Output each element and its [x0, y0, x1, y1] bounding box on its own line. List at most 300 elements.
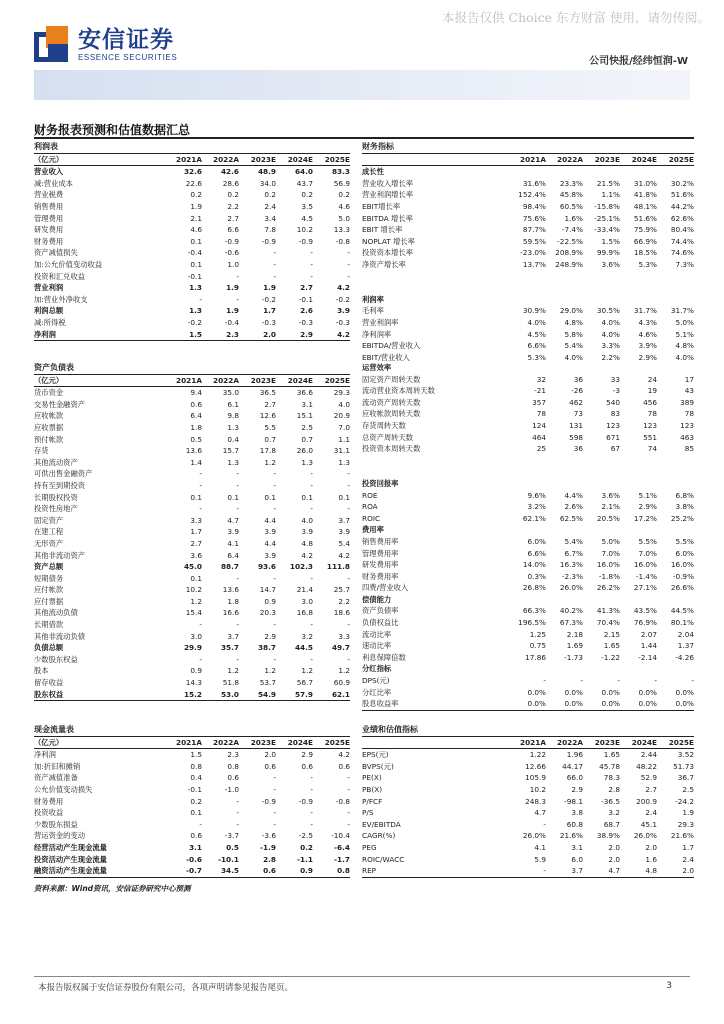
cell-value: 2.9: [300, 329, 313, 339]
cell-value: 5.1%: [675, 329, 694, 339]
table-header-row: [362, 153, 694, 167]
cell-value: -0.2: [335, 294, 350, 304]
cell-value: [620, 524, 657, 536]
cell-value: 0.6: [264, 761, 276, 771]
cell-value: 0.0%: [564, 687, 583, 697]
table-row: [34, 677, 350, 689]
cell-value: 3.8%: [675, 502, 694, 512]
row-label: 营业收入: [34, 167, 64, 177]
cell-value: 12.6: [259, 411, 276, 421]
cell-value: 7.8: [264, 225, 276, 235]
cell-value: [509, 466, 546, 478]
cell-value: 0.6: [301, 761, 313, 771]
row-label: PEG: [362, 842, 377, 852]
table-row: [34, 189, 350, 201]
cell-value: 1.65: [603, 750, 620, 760]
cell-value: 1.3: [301, 457, 313, 467]
cell-value: -: [310, 573, 313, 583]
cell-value: [546, 294, 583, 306]
cell-value: 3.0: [190, 631, 202, 641]
table-row: [362, 698, 694, 711]
cell-value: -: [199, 504, 202, 514]
cell-value: 2.8: [263, 854, 276, 864]
cell-value: 4.1: [227, 538, 239, 548]
table-row: [34, 761, 350, 773]
row-label: [362, 271, 509, 283]
header-year: 2023E: [250, 375, 276, 385]
row-label: 经营活动产生现金流量: [34, 842, 107, 852]
row-label: 股息收益率: [362, 699, 399, 709]
row-label: 销售费用: [34, 201, 64, 211]
cell-value: 10.2: [296, 225, 313, 235]
cell-value: 4.7: [534, 808, 546, 818]
header-year: 2023E: [250, 154, 276, 164]
table-row: [362, 259, 694, 271]
cell-value: -: [273, 654, 276, 664]
table-row: [34, 434, 350, 446]
cell-value: 9.8: [227, 411, 239, 421]
cell-value: [620, 455, 657, 467]
cell-value: 2.0: [263, 329, 276, 339]
cell-value: 3.4: [264, 213, 276, 223]
cell-value: -: [347, 259, 350, 269]
cell-value: -0.9: [298, 236, 313, 246]
cell-value: 2.7: [227, 213, 239, 223]
cell-value: 17.86: [525, 652, 546, 662]
row-label: EV/EBITDA: [362, 819, 401, 829]
header-year: 2024E: [631, 737, 657, 747]
table-row: [362, 807, 694, 819]
cell-value: -: [347, 271, 350, 281]
table-row: [34, 526, 350, 538]
cell-value: 3.9: [264, 550, 276, 560]
cell-value: 22.6: [185, 178, 202, 188]
row-label: DPS(元): [362, 676, 390, 686]
table-row: [362, 201, 694, 213]
cell-value: 1.5%: [601, 236, 620, 246]
cell-value: -0.9: [261, 796, 276, 806]
table-row: [34, 772, 350, 784]
cell-value: 67.3%: [559, 618, 583, 628]
cell-value: 44.2%: [670, 201, 694, 211]
cell-value: 6.4: [190, 411, 202, 421]
cell-value: 0.1: [190, 573, 202, 583]
row-label: 费用率: [362, 525, 384, 535]
table-row: [362, 594, 694, 606]
row-label: ROE: [362, 490, 378, 500]
cell-value: 51.6%: [670, 190, 694, 200]
cell-value: 13.6: [222, 585, 239, 595]
cell-value: [509, 594, 546, 606]
cell-value: [583, 663, 620, 675]
cell-value: -: [236, 819, 239, 829]
cell-value: 3.8: [571, 808, 583, 818]
header-label: （亿元）: [34, 737, 64, 747]
table-row: [362, 772, 694, 784]
cell-value: 1.2: [227, 666, 239, 676]
row-label: PB(X): [362, 784, 383, 794]
cell-value: [583, 282, 620, 294]
cell-value: -: [273, 469, 276, 479]
cell-value: 123: [606, 420, 620, 430]
cell-value: 2.7: [190, 538, 202, 548]
table-row: [362, 329, 694, 341]
cell-value: -2.5: [298, 831, 313, 841]
cell-value: [546, 663, 583, 675]
logo-en: ESSENCE SECURITIES: [78, 52, 178, 62]
row-label: 资产减值准备: [34, 773, 78, 783]
cell-value: -: [273, 773, 276, 783]
cell-value: 1.25: [529, 629, 546, 639]
cell-value: [620, 362, 657, 374]
table-row: [34, 247, 350, 259]
cell-value: -: [236, 294, 239, 304]
table-row: [362, 340, 694, 352]
row-label: 固定资产周转天数: [362, 374, 421, 384]
header-year: 2025E: [324, 154, 350, 164]
cell-value: -0.2: [261, 294, 276, 304]
cell-value: [583, 594, 620, 606]
table-row: [362, 294, 694, 306]
cell-value: -: [236, 654, 239, 664]
cell-value: 9.6%: [527, 490, 546, 500]
cell-value: 29.3: [333, 388, 350, 398]
cell-value: 9.4: [190, 388, 202, 398]
row-label: 投资回报率: [362, 478, 399, 488]
cell-value: 464: [532, 432, 546, 442]
table-row: [34, 213, 350, 225]
cell-value: 4.8%: [564, 317, 583, 327]
cell-value: 83: [610, 409, 620, 419]
cell-value: -: [273, 784, 276, 794]
row-label: 偿债能力: [362, 594, 392, 604]
cell-value: -0.1: [298, 294, 313, 304]
cell-value: 3.9: [301, 527, 313, 537]
cell-value: 18.5%: [633, 248, 657, 258]
table-row: [362, 236, 694, 248]
cell-value: -: [310, 469, 313, 479]
cell-value: 2.18: [566, 629, 583, 639]
cell-value: 32.6: [183, 167, 202, 177]
table-row: [34, 642, 350, 654]
cell-value: 6.1: [227, 399, 239, 409]
row-label: 投资活动产生现金流量: [34, 854, 107, 864]
cell-value: 51.73: [673, 761, 694, 771]
row-label: 毛利率: [362, 306, 384, 316]
cell-value: 14.3: [185, 678, 202, 688]
cell-value: 2.44: [640, 750, 657, 760]
cell-value: -: [543, 866, 546, 876]
cell-value: 1.8: [227, 596, 239, 606]
cell-value: [583, 166, 620, 178]
cell-value: 6.0%: [675, 548, 694, 558]
row-label: EBITDA/营业收入: [362, 341, 421, 351]
cell-value: 0.0%: [638, 687, 657, 697]
cell-value: 36.7: [677, 773, 694, 783]
table-row: [362, 865, 694, 878]
cell-value: -: [347, 654, 350, 664]
cell-value: 1.2: [264, 457, 276, 467]
row-label: EBIT增长率: [362, 201, 401, 211]
cell-value: [657, 362, 694, 374]
table-row: [34, 515, 350, 527]
table-row: [362, 362, 694, 374]
row-label: REP: [362, 866, 377, 876]
cell-value: 6.6: [227, 225, 239, 235]
row-label: 营业利润增长率: [362, 190, 414, 200]
cell-value: 4.3%: [638, 317, 657, 327]
cell-value: 0.2: [301, 190, 313, 200]
table-row: [34, 236, 350, 248]
cell-value: [546, 166, 583, 178]
cell-value: 208.9%: [555, 248, 583, 258]
cell-value: -1.1: [297, 854, 313, 864]
table-row: [362, 571, 694, 583]
cell-value: -0.3: [261, 317, 276, 327]
table-title: 财务指标: [362, 142, 394, 151]
cell-value: -: [199, 294, 202, 304]
cell-value: 6.0: [571, 854, 583, 864]
cell-value: [546, 524, 583, 536]
cell-value: 1.3: [227, 457, 239, 467]
cell-value: 1.9: [226, 283, 239, 293]
cell-value: 1.3: [227, 422, 239, 432]
table-row: [362, 408, 694, 420]
table-row: [34, 865, 350, 878]
cell-value: -: [273, 573, 276, 583]
report-type: 公司快报/经纬恒润-W: [589, 56, 688, 67]
cell-value: 31.1: [333, 446, 350, 456]
table-row: [34, 796, 350, 808]
cell-value: 3.9%: [638, 341, 657, 351]
table-row: [362, 213, 694, 225]
header-year: 2023E: [594, 154, 620, 164]
cell-value: -: [310, 620, 313, 630]
cell-value: 12.66: [525, 761, 546, 771]
cell-value: 0.1: [190, 259, 202, 269]
cell-value: 1.22: [529, 750, 546, 760]
table-row: [362, 796, 694, 808]
table-title: 业绩和估值指标: [362, 725, 418, 734]
cell-value: 4.0: [301, 515, 313, 525]
cell-value: 75.9%: [633, 225, 657, 235]
cell-value: -22.5%: [557, 236, 583, 246]
row-label: ROA: [362, 502, 378, 512]
table-row: [34, 665, 350, 677]
cell-value: 4.5%: [527, 329, 546, 339]
cell-value: 4.0: [338, 399, 350, 409]
header-year: 2025E: [324, 737, 350, 747]
table-row: [34, 259, 350, 271]
cell-value: 0.2: [338, 190, 350, 200]
table-row: [34, 166, 350, 178]
table-row: [34, 492, 350, 504]
table-row: [362, 582, 694, 594]
cell-value: 38.7: [257, 643, 276, 653]
cell-value: 2.8: [608, 784, 620, 794]
cell-value: -6.4: [334, 842, 350, 852]
financial-indicators-table: [362, 141, 694, 363]
cell-value: 0.6: [263, 866, 276, 876]
cell-value: 0.6: [190, 831, 202, 841]
cell-value: 1.9: [263, 283, 276, 293]
footer-rule: [34, 976, 690, 977]
cell-value: 87.7%: [522, 225, 546, 235]
cell-value: 456: [643, 397, 657, 407]
cell-value: 70.4%: [596, 618, 620, 628]
table-row: [34, 807, 350, 819]
table-row: [34, 410, 350, 422]
cell-value: -: [236, 469, 239, 479]
row-label: 货币资金: [34, 388, 64, 398]
cell-value: -: [310, 773, 313, 783]
cell-value: 23.3%: [559, 178, 583, 188]
cell-value: 5.3%: [527, 352, 546, 362]
cell-value: 4.4%: [564, 490, 583, 500]
cell-value: 36.6: [296, 388, 313, 398]
table-row: [34, 480, 350, 492]
cell-value: 80.1%: [670, 618, 694, 628]
cell-value: 2.9: [264, 631, 276, 641]
table-row: [34, 550, 350, 562]
cell-value: 1.7: [682, 842, 694, 852]
cell-value: 1.9: [682, 808, 694, 818]
cell-value: -: [236, 504, 239, 514]
row-label: 存货周转天数: [362, 420, 406, 430]
cell-value: 54.9: [257, 689, 276, 699]
row-label: 在建工程: [34, 527, 64, 537]
cell-value: 5.8%: [564, 329, 583, 339]
cell-value: 248.3: [525, 796, 546, 806]
cell-value: 62.6%: [670, 213, 694, 223]
cell-value: 76.9%: [633, 618, 657, 628]
table-row: [34, 607, 350, 619]
cell-value: 200.9: [636, 796, 657, 806]
table-row: [34, 317, 350, 329]
cell-value: -: [273, 620, 276, 630]
cell-value: 31.0%: [633, 178, 657, 188]
row-label: 其他流动负债: [34, 608, 78, 618]
cell-value: [509, 282, 546, 294]
cell-value: 5.4%: [564, 536, 583, 546]
cell-value: 41.8%: [633, 190, 657, 200]
cell-value: -: [347, 480, 350, 490]
cell-value: 4.4: [264, 538, 276, 548]
cell-value: 17: [684, 374, 694, 384]
cell-value: -21: [534, 386, 546, 396]
cell-value: 7.0%: [601, 548, 620, 558]
cell-value: 30.9%: [522, 306, 546, 316]
table-row: [34, 854, 350, 866]
cell-value: 78: [647, 409, 657, 419]
cell-value: 1.2: [190, 596, 202, 606]
cell-value: -: [310, 819, 313, 829]
cell-value: 102.3: [289, 562, 313, 572]
cell-value: 66.9%: [633, 236, 657, 246]
cell-value: -1.0: [224, 784, 239, 794]
row-label: 投资和汇兑收益: [34, 271, 86, 281]
cell-value: 73: [573, 409, 583, 419]
cell-value: -0.6: [186, 854, 202, 864]
cell-value: 66.3%: [522, 606, 546, 616]
logo-cn: 安信证券: [78, 26, 174, 53]
cell-value: 7.3%: [675, 259, 694, 269]
cell-value: [509, 478, 546, 490]
cell-value: 4.6: [338, 201, 350, 211]
cell-value: -: [310, 808, 313, 818]
cell-value: 5.5%: [638, 536, 657, 546]
cell-value: 4.0%: [527, 317, 546, 327]
table-row: [34, 329, 350, 342]
row-label: 资产减值损失: [34, 248, 78, 258]
cell-value: 0.1: [190, 236, 202, 246]
cell-value: -0.8: [335, 236, 350, 246]
table-row: [34, 573, 350, 585]
table-row: [362, 675, 694, 687]
cell-value: [657, 271, 694, 283]
cell-value: -1.8%: [598, 571, 620, 581]
cell-value: 34.5: [220, 866, 239, 876]
cell-value: 2.9%: [638, 352, 657, 362]
cell-value: 59.5%: [522, 236, 546, 246]
row-label: 研发费用率: [362, 560, 399, 570]
cell-value: 16.6: [222, 608, 239, 618]
cell-value: 2.5: [682, 784, 694, 794]
header-year: 2024E: [287, 737, 313, 747]
cell-value: 6.6%: [527, 548, 546, 558]
header-year: 2024E: [287, 154, 313, 164]
cell-value: 1.7: [190, 527, 202, 537]
row-label: ROIC: [362, 513, 381, 523]
cell-value: [583, 478, 620, 490]
cell-value: 75.6%: [522, 213, 546, 223]
table-row: [362, 629, 694, 641]
cell-value: [546, 282, 583, 294]
cell-value: 74.6%: [670, 248, 694, 258]
cell-value: -: [199, 469, 202, 479]
table-row: [362, 617, 694, 629]
cell-value: 60.5%: [559, 201, 583, 211]
cell-value: [546, 455, 583, 467]
cell-value: 1.9: [226, 306, 239, 316]
cell-value: 26.8%: [522, 583, 546, 593]
table-row: [34, 561, 350, 573]
cell-value: 2.2%: [601, 352, 620, 362]
cell-value: 4.2: [301, 550, 313, 560]
cell-value: -: [199, 819, 202, 829]
cell-value: 45.0: [183, 562, 202, 572]
table-row: [362, 749, 694, 761]
cell-value: 4.8: [645, 866, 657, 876]
table-row: [34, 422, 350, 434]
cell-value: -: [199, 480, 202, 490]
valuation-table: [362, 724, 694, 878]
table-row: [34, 224, 350, 236]
cell-value: 2.15: [603, 629, 620, 639]
cell-value: [620, 166, 657, 178]
cell-value: 4.5: [301, 213, 313, 223]
row-label: 总资产周转天数: [362, 432, 414, 442]
row-label: 加:折旧和摊销: [34, 761, 81, 771]
row-label: 管理费用: [34, 213, 64, 223]
header-year: 2021A: [176, 737, 202, 747]
cell-value: -: [691, 676, 694, 686]
row-label: 其他流动资产: [34, 457, 78, 467]
cell-value: 52.9: [640, 773, 657, 783]
cell-value: -0.3: [335, 317, 350, 327]
row-label: 利息保障倍数: [362, 652, 406, 662]
cell-value: 28.6: [222, 178, 239, 188]
